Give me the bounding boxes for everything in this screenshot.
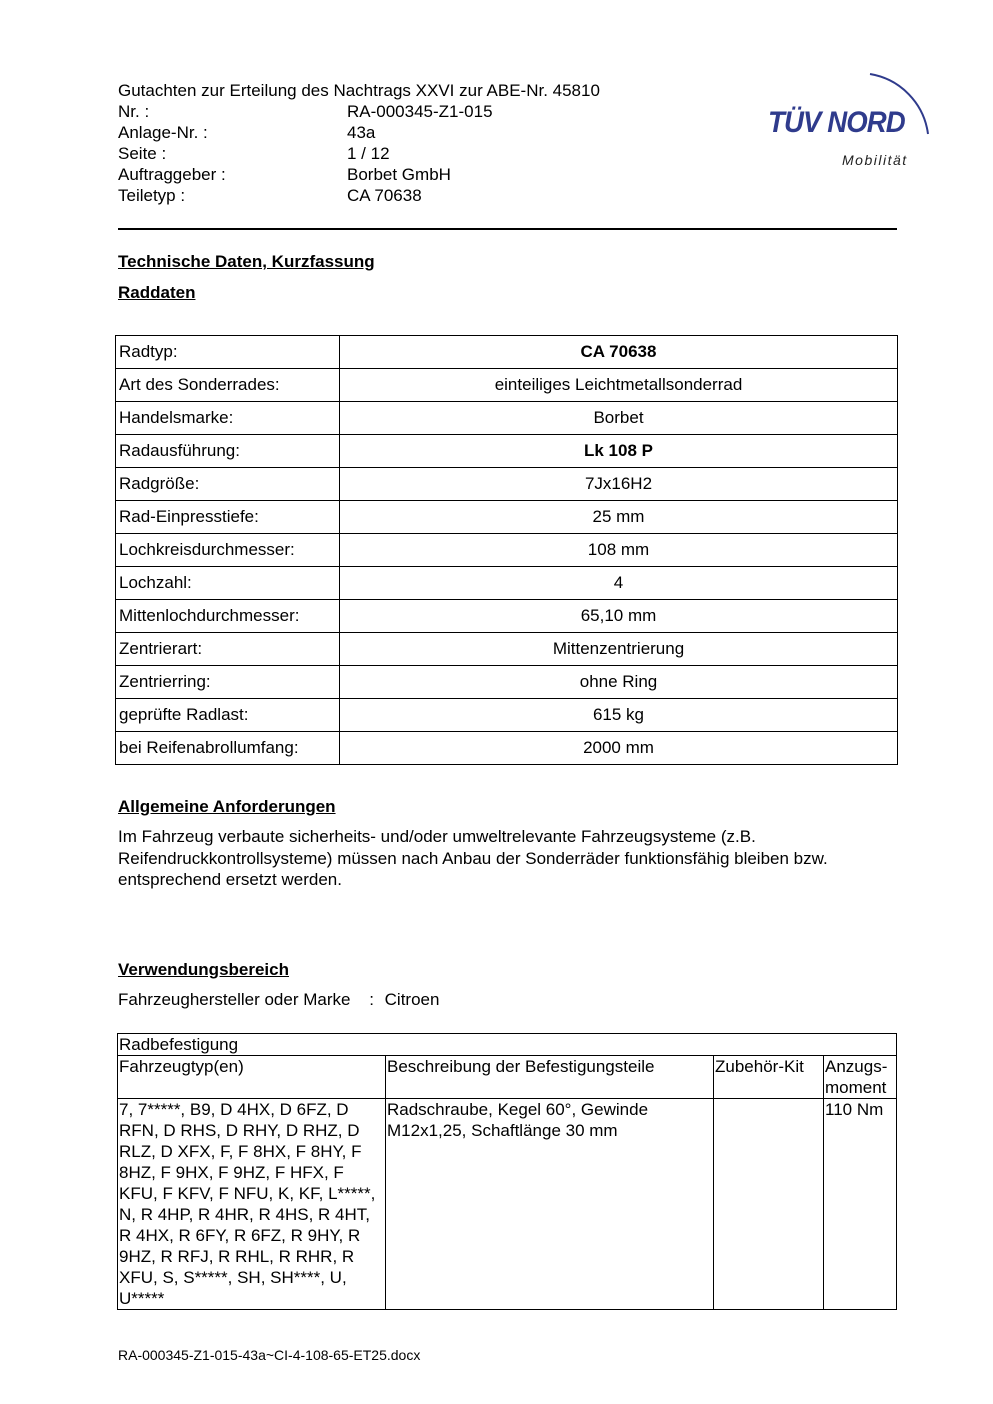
section-raddaten: Raddaten	[118, 283, 196, 302]
fastening-header-types: Fahrzeugtyp(en)	[118, 1056, 386, 1099]
header-row-value: RA-000345-Z1-015	[347, 102, 493, 121]
footer-filename: RA-000345-Z1-015-43a~CI-4-108-65-ET25.docx	[118, 1347, 421, 1363]
spec-row	[116, 369, 898, 402]
section-verwendung: Verwendungsbereich	[118, 960, 289, 979]
header-row-value: 43a	[347, 123, 376, 142]
spec-label: Handelsmarke:	[116, 402, 340, 435]
spec-row	[116, 534, 898, 567]
document-header	[118, 80, 678, 206]
spec-value: 108 mm	[340, 534, 898, 567]
tuv-nord-logo	[760, 56, 945, 176]
spec-row	[116, 732, 898, 765]
spec-value: 65,10 mm	[340, 600, 898, 633]
fastening-header-description: Beschreibung der Befestigungsteile	[386, 1056, 714, 1099]
header-row	[118, 185, 678, 206]
header-title: Gutachten zur Erteilung des Nachtrags XXVI zur ABE-Nr. 45810	[118, 81, 600, 100]
fastening-kit	[714, 1099, 824, 1310]
spec-value: 615 kg	[340, 699, 898, 732]
header-row-value: 1 / 12	[347, 144, 390, 163]
usage-label: Fahrzeughersteller oder Marke	[118, 990, 351, 1009]
header-row-label: Auftraggeber :	[118, 165, 226, 184]
spec-row	[116, 600, 898, 633]
spec-label: Art des Sonderrades:	[116, 369, 340, 402]
spec-value: Lk 108 P	[340, 435, 898, 468]
spec-value: Borbet	[340, 402, 898, 435]
spec-value: 2000 mm	[340, 732, 898, 765]
usage-value: Citroen	[384, 990, 440, 1009]
spec-row	[116, 435, 898, 468]
fastening-types: 7, 7*****, B9, D 4HX, D 6FZ, D RFN, D RHS, D RHY, D RHZ, D RLZ, D XFX, F, F 8HX, F 8HY, F 8HZ, F 9HX, F 9HZ, F HFX, F KFU, F KFV, F NFU, K, KF, L*****, N, R 4HP, R 4HR, R 4HS, R 4HT, R 4HX, R 6FY, R 6FZ, R 9HY, R 9HZ, R RFJ, R RHL, R RHR, R XFU, S, S*****, SH, SH****, U, U*****	[118, 1099, 386, 1310]
usage-line	[118, 990, 439, 1010]
header-row	[118, 143, 678, 164]
spec-label: Rad-Einpresstiefe:	[116, 501, 340, 534]
spec-label: Radgröße:	[116, 468, 340, 501]
spec-row	[116, 699, 898, 732]
section-allgemeine: Allgemeine Anforderungen	[118, 797, 336, 816]
spec-row	[116, 501, 898, 534]
usage-separator: :	[369, 990, 374, 1009]
header-row	[118, 122, 678, 143]
allgemeine-text: Im Fahrzeug verbaute sicherheits- und/oder umweltrelevante Fahrzeugsysteme (z.B. Reifendruckkontrollsysteme) müssen nach Anbau der Sonderräder funktionsfähig bleiben bzw. entsprechend ersetzt werden.	[118, 827, 828, 889]
spec-value: einteiliges Leichtmetallsonderrad	[340, 369, 898, 402]
spec-label: Lochkreisdurchmesser:	[116, 534, 340, 567]
spec-row	[116, 633, 898, 666]
header-row	[118, 101, 678, 122]
fastening-torque: 110 Nm	[824, 1099, 897, 1310]
header-row-value: Borbet GmbH	[347, 165, 451, 184]
spec-row	[116, 666, 898, 699]
spec-label: Radtyp:	[116, 336, 340, 369]
section-technische: Technische Daten, Kurzfassung	[118, 252, 375, 271]
header-row-label: Teiletyp :	[118, 186, 186, 205]
spec-value: 7Jx16H2	[340, 468, 898, 501]
spec-label: Zentrierring:	[116, 666, 340, 699]
spec-value: 4	[340, 567, 898, 600]
spec-label: geprüfte Radlast:	[116, 699, 340, 732]
fastening-description: Radschraube, Kegel 60°, Gewinde M12x1,25, Schaftlänge 30 mm	[386, 1099, 714, 1310]
spec-row	[116, 468, 898, 501]
spec-label: Lochzahl:	[116, 567, 340, 600]
spec-value: CA 70638	[340, 336, 898, 369]
fastening-caption: Radbefestigung	[118, 1034, 897, 1056]
wheel-spec-table	[115, 335, 898, 765]
spec-row	[116, 336, 898, 369]
header-row-label: Nr. :	[118, 102, 150, 121]
spec-label: Radausführung:	[116, 435, 340, 468]
header-row-label: Anlage-Nr. :	[118, 123, 208, 142]
fastening-header-torque: Anzugs-moment	[824, 1056, 897, 1099]
header-row-label: Seite :	[118, 144, 167, 163]
spec-value: Mittenzentrierung	[340, 633, 898, 666]
logo-name: TÜV NORD	[768, 106, 905, 139]
header-row-value: CA 70638	[347, 186, 422, 205]
header-divider	[118, 228, 897, 230]
fastening-header-kit: Zubehör-Kit	[714, 1056, 824, 1099]
spec-row	[116, 402, 898, 435]
spec-label: Zentrierart:	[116, 633, 340, 666]
logo-subtitle: Mobilität	[842, 152, 908, 168]
spec-value: ohne Ring	[340, 666, 898, 699]
fastening-table	[117, 1033, 897, 1310]
spec-label: bei Reifenabrollumfang:	[116, 732, 340, 765]
spec-row	[116, 567, 898, 600]
spec-label: Mittenlochdurchmesser:	[116, 600, 340, 633]
header-row	[118, 164, 678, 185]
spec-value: 25 mm	[340, 501, 898, 534]
